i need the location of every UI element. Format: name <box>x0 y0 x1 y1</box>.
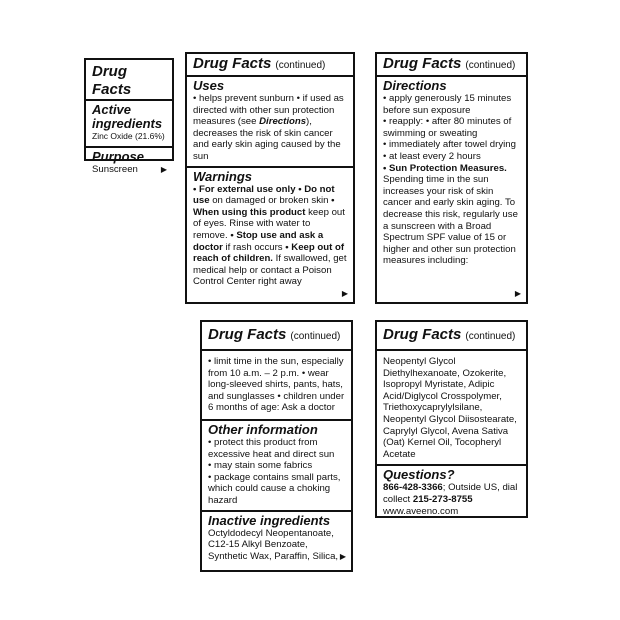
warnings-heading: Warnings <box>193 168 252 184</box>
questions-section <box>377 464 526 520</box>
drug-facts-panel-4 <box>200 320 353 572</box>
direction-item: • at least every 2 hours <box>383 150 481 162</box>
other-info-item: • may stain some fabrics <box>208 460 313 472</box>
drug-facts-panel-3 <box>375 52 528 304</box>
directions-heading: Directions <box>383 78 447 93</box>
drug-facts-title: Drug Facts <box>383 326 462 343</box>
collect-phone-number: 215-273-8755 <box>412 493 473 505</box>
other-information-section <box>202 419 351 510</box>
panel-header <box>86 60 172 101</box>
drug-facts-panel-1 <box>84 58 174 175</box>
other-info-item: • protect this product from excessive heat and direct sun <box>208 436 335 460</box>
continued-label: (continued) <box>465 60 516 71</box>
panel-header <box>377 322 526 351</box>
inactive-ingredients-continued-text: Neopentyl Glycol Diethylhexanoate, Ozokerite, Isopropyl Myristate, Adipic Acid/Diglycol Crosspolymer, Triethoxycaprylylsilane, Neopentyl Glycol Diisostearate, Caprylyl Glycol, Avena Sativa (Oat) Kernel Oil, Tocopheryl Acetate <box>383 356 517 460</box>
questions-text: 866-428-3366; Outside US, dial collect 215-273-8755 <box>383 482 518 505</box>
phone-number: 866-428-3366 <box>383 482 443 494</box>
continue-arrow-icon: ▶ <box>514 289 521 298</box>
purpose-heading: Purpose <box>92 148 145 164</box>
active-ingredient-value: Zinc Oxide (21.6%) <box>92 131 165 141</box>
drug-facts-panel-5 <box>375 320 528 518</box>
questions-heading: Questions? <box>383 467 455 483</box>
warnings-text: • For external use only • Do not use on damaged or broken skin • When using this product keep out of eyes. Rinse with water to remove. • Stop use and ask a doctor if rash occurs • Keep out of reach of children. If swallowed, get medical help or contact a Poison Control Center right away <box>193 183 347 288</box>
purpose-section <box>86 146 172 179</box>
panel-header <box>187 54 353 77</box>
other-info-item: • package contains small parts, which could cause a choking hazard <box>208 471 341 506</box>
inactive-continued-section <box>377 351 526 464</box>
continue-arrow-icon: ▶ <box>341 289 348 298</box>
direction-item: • apply generously 15 minutes before sun exposure <box>383 93 512 116</box>
drug-facts-title: Drug Facts <box>383 55 462 72</box>
active-ingredients-section <box>86 101 172 146</box>
directions-continued-section <box>202 351 351 419</box>
inactive-ingredients-heading: Inactive ingredients <box>208 512 331 528</box>
inactive-ingredients-section <box>202 510 351 566</box>
active-ingredients-heading: Active ingredients <box>92 102 163 131</box>
purpose-value: Sunscreen <box>92 163 138 175</box>
direction-item: • immediately after towel drying <box>383 139 516 151</box>
continued-label: (continued) <box>290 331 341 342</box>
direction-item: • reapply: • after 80 minutes of swimming or sweating <box>383 116 512 139</box>
drug-facts-panel-2 <box>185 52 355 304</box>
directions-continued-text: • limit time in the sun, especially from 10 a.m. – 2 p.m. • wear long-sleeved shirts, pants, hats, and sunglasses • children under 6 months of age: Ask a doctor <box>208 356 345 414</box>
drug-facts-title: Drug Facts <box>92 63 132 98</box>
panel-header <box>202 322 351 351</box>
directions-section <box>377 77 526 270</box>
drug-facts-title: Drug Facts <box>193 55 272 72</box>
website-text: www.aveeno.com <box>383 505 459 517</box>
uses-text: • helps prevent sunburn • if used as directed with other sun protection measures (see Directions), decreases the risk of skin cancer and early skin aging caused by the sun <box>193 93 344 162</box>
continued-label: (continued) <box>275 60 326 71</box>
uses-heading: Uses <box>193 78 225 93</box>
continue-arrow-icon: ▶ <box>160 165 167 175</box>
continue-arrow-icon: ▶ <box>339 552 346 562</box>
continued-label: (continued) <box>465 331 516 342</box>
inactive-ingredients-text: Octyldodecyl Neopentanoate, C12-15 Alkyl Benzoate, Synthetic Wax, Paraffin, Silica, <box>208 527 339 562</box>
drug-facts-title: Drug Facts <box>208 326 287 343</box>
panel-header <box>377 54 526 77</box>
uses-section <box>187 77 353 166</box>
sun-protection-text: Spending time in the sun increases your risk of skin cancer and early skin aging. To decrease this risk, regularly use a sunscreen with a Broad Spectrum SPF value of 15 or higher and other sun protection measures including: <box>383 174 518 267</box>
sun-protection-heading: • Sun Protection Measures. <box>383 162 507 174</box>
other-information-heading: Other information <box>208 421 318 437</box>
warnings-section <box>187 166 353 291</box>
